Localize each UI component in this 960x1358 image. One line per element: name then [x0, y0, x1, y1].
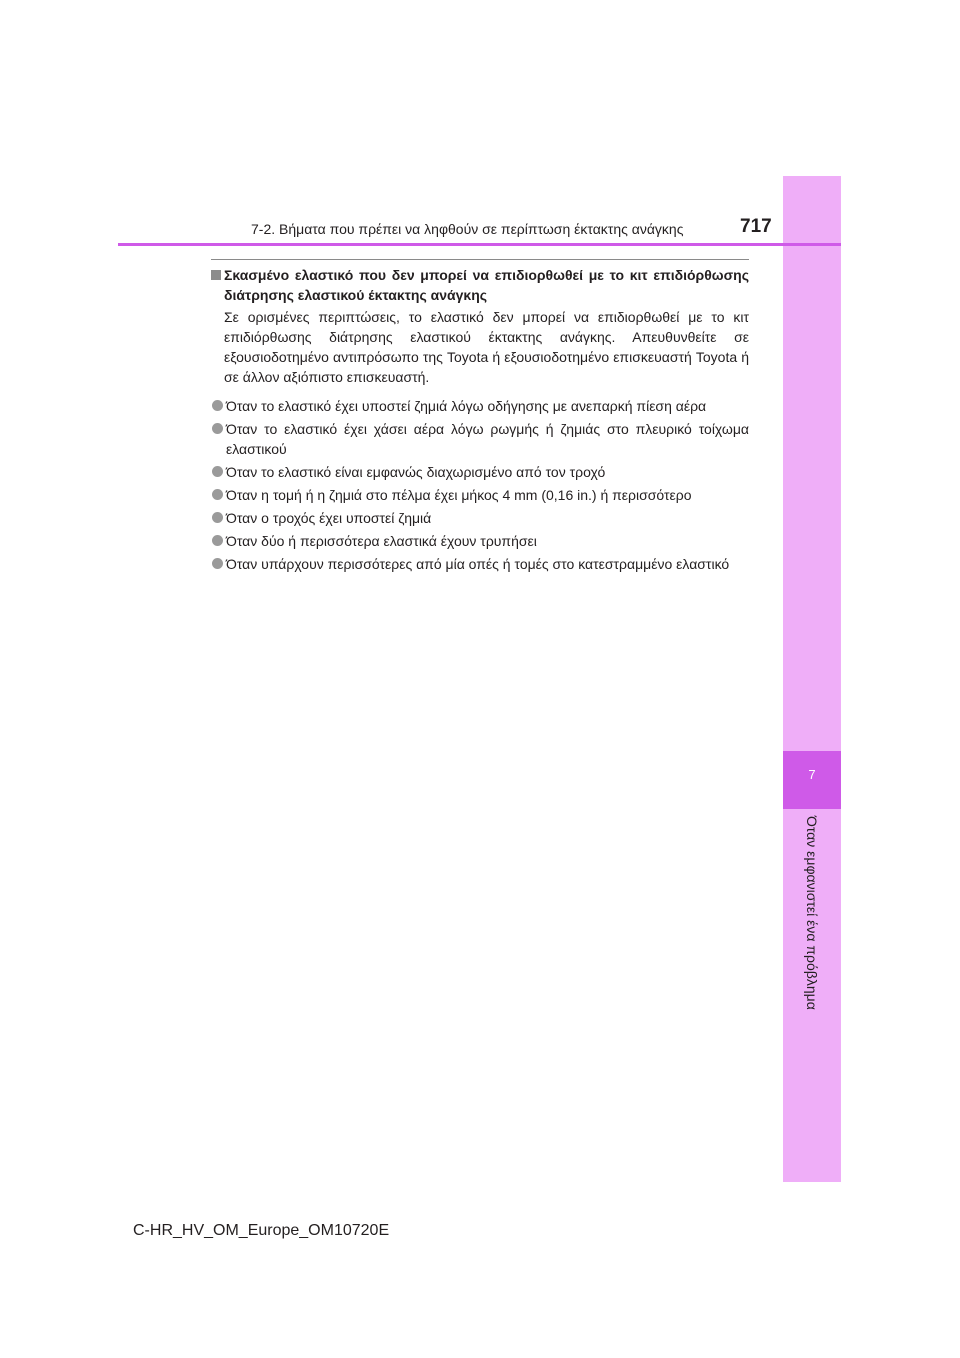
intro-paragraph: Σε ορισμένες περιπτώσεις, το ελαστικό δεν μπορεί να επιδιορθωθεί με το κιτ επιδιόρθωσης διάτρησης ελαστικού έκτακτης ανάγκης. Απευθυνθείτε σε εξουσιοδοτημένο αντιπρόσωπο της Toyota ή εξουσιοδοτημένο επισκευαστή Toyota ή σε άλλον αξιόπιστο επισκευαστή.	[224, 309, 749, 385]
list-item	[211, 531, 749, 551]
chapter-title: Όταν εμφανιστεί ένα πρόβλημα	[804, 816, 820, 1010]
circle-bullet-icon	[212, 489, 223, 500]
chapter-side-tab	[783, 176, 841, 1182]
document-code: C-HR_HV_OM_Europe_OM10720E	[133, 1222, 390, 1239]
circle-bullet-icon	[212, 466, 223, 477]
subsection-heading-text: Σκασμένο ελαστικό που δεν μπορεί να επιδιορθωθεί με το κιτ επιδιόρθωσης διάτρησης ελαστικού έκτακτης ανάγκης	[224, 267, 749, 303]
list-item	[211, 554, 749, 574]
list-item	[211, 485, 749, 505]
section-divider	[211, 259, 749, 260]
list-item	[211, 508, 749, 528]
subsection-heading	[211, 265, 749, 305]
list-item-text: Όταν το ελαστικό έχει υποστεί ζημιά λόγω οδήγησης με ανεπαρκή πίεση αέρα	[226, 398, 707, 414]
circle-bullet-icon	[212, 558, 223, 569]
main-content	[211, 265, 749, 577]
list-item-text: Όταν υπάρχουν περισσότερες από μία οπές ή τομές στο κατεστραμμένο ελαστικό	[226, 556, 730, 572]
circle-bullet-icon	[212, 512, 223, 523]
list-item	[211, 419, 749, 459]
list-item-text: Όταν ο τροχός έχει υποστεί ζημιά	[226, 510, 432, 526]
condition-list	[211, 396, 749, 574]
page-number: 717	[740, 216, 772, 237]
circle-bullet-icon	[212, 535, 223, 546]
list-item-text: Όταν το ελαστικό έχει χάσει αέρα λόγω ρωγμής ή ζημιάς στο πλευρικό τοίχωμα ελαστικού	[226, 421, 749, 457]
list-item-text: Όταν το ελαστικό είναι εμφανώς διαχωρισμένο από τον τροχό	[226, 464, 606, 480]
square-bullet-icon	[211, 270, 221, 280]
list-item-text: Όταν η τομή ή η ζημιά στο πέλμα έχει μήκος 4 mm (0,16 in.) ή περισσότερο	[226, 487, 692, 503]
circle-bullet-icon	[212, 400, 223, 411]
header-rule	[118, 243, 841, 246]
list-item	[211, 462, 749, 482]
list-item	[211, 396, 749, 416]
section-title: 7-2. Βήματα που πρέπει να ληφθούν σε περίπτωση έκτακτης ανάγκης	[251, 221, 684, 237]
chapter-number: 7	[808, 767, 816, 782]
chapter-tab-active[interactable]	[783, 751, 841, 809]
circle-bullet-icon	[212, 423, 223, 434]
list-item-text: Όταν δύο ή περισσότερα ελαστικά έχουν τρυπήσει	[226, 533, 537, 549]
